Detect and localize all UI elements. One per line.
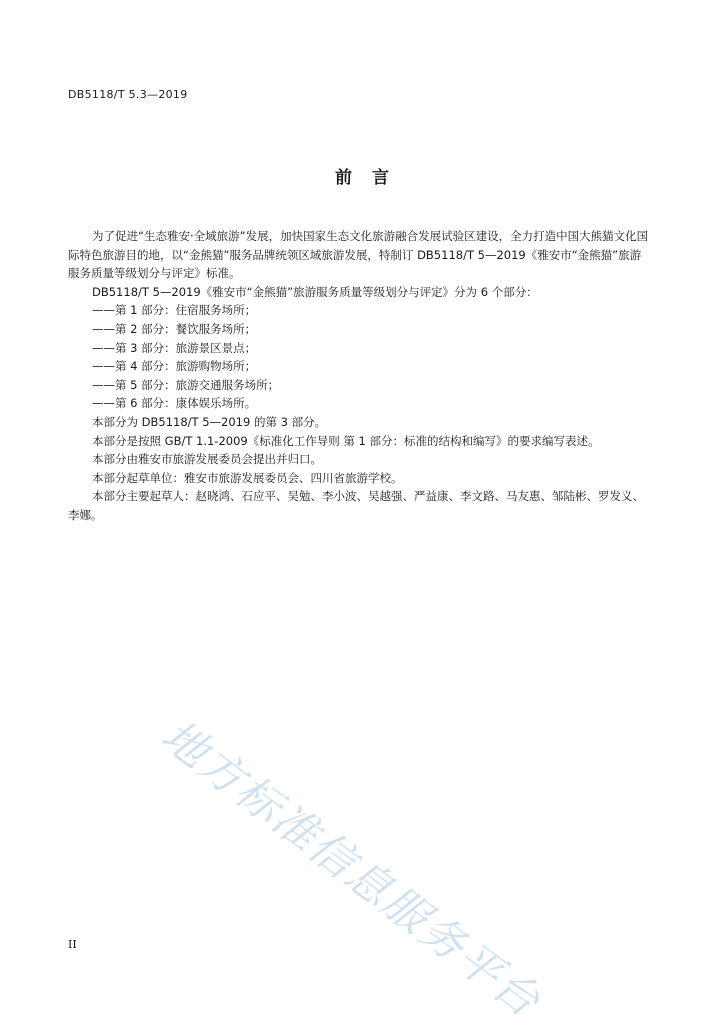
statement-drafting-rules: 本部分是按照 GB/T 1.1-2009《标准化工作导则 第 1 部分：标准的结构和编写》的要求编写表述。 [92,433,600,448]
part-list-item: ——第 2 部分：餐饮服务场所； [92,321,257,336]
part-list-item: ——第 5 部分：旅游交通服务场所； [92,377,280,392]
statement-proposer: 本部分由雅安市旅游发展委员会提出并归口。 [92,452,322,467]
document-code: DB5118/T 5.3—2019 [68,88,188,101]
statement-drafters: 本部分主要起草人：赵晓鸿、石应平、吴勉、李小波、吴越强、严益康、李文路、马友惠、邹陆彬、罗发义、李娜。 [68,489,644,522]
part-list-item: ——第 3 部分：旅游景区景点； [92,340,257,355]
page-number: II [68,938,77,951]
parts-intro-paragraph: DB5118/T 5—2019《雅安市“金熊猫”旅游服务质量等级划分与评定》分为 6 个部分： [92,284,538,299]
part-list-item: ——第 4 部分：旅游购物场所； [92,359,257,374]
watermark: 地方标准信息服务平台 [151,710,551,1028]
page-title: 前言 [335,168,409,188]
part-list-item: ——第 1 部分：住宿服务场所； [92,303,257,318]
part-list-item: ——第 6 部分：康体娱乐场所。 [92,396,257,411]
statement-drafting-units: 本部分起草单位：雅安市旅游发展委员会、四川省旅游学校。 [92,470,403,485]
intro-paragraph: 为了促进“生态雅安·全域旅游”发展，加快国家生态文化旅游融合发展试验区建设，全力打造中国大熊猫文化国际特色旅游目的地，以“金熊猫”服务品牌统领区域旅游发展，特制订 DB5118/T 5—2019《雅安市“金熊猫”旅游服务质量等级划分与评定》标准。 [68,229,649,281]
document-body [68,227,652,525]
statement-part-number: 本部分为 DB5118/T 5—2019 的第 3 部分。 [92,414,327,429]
